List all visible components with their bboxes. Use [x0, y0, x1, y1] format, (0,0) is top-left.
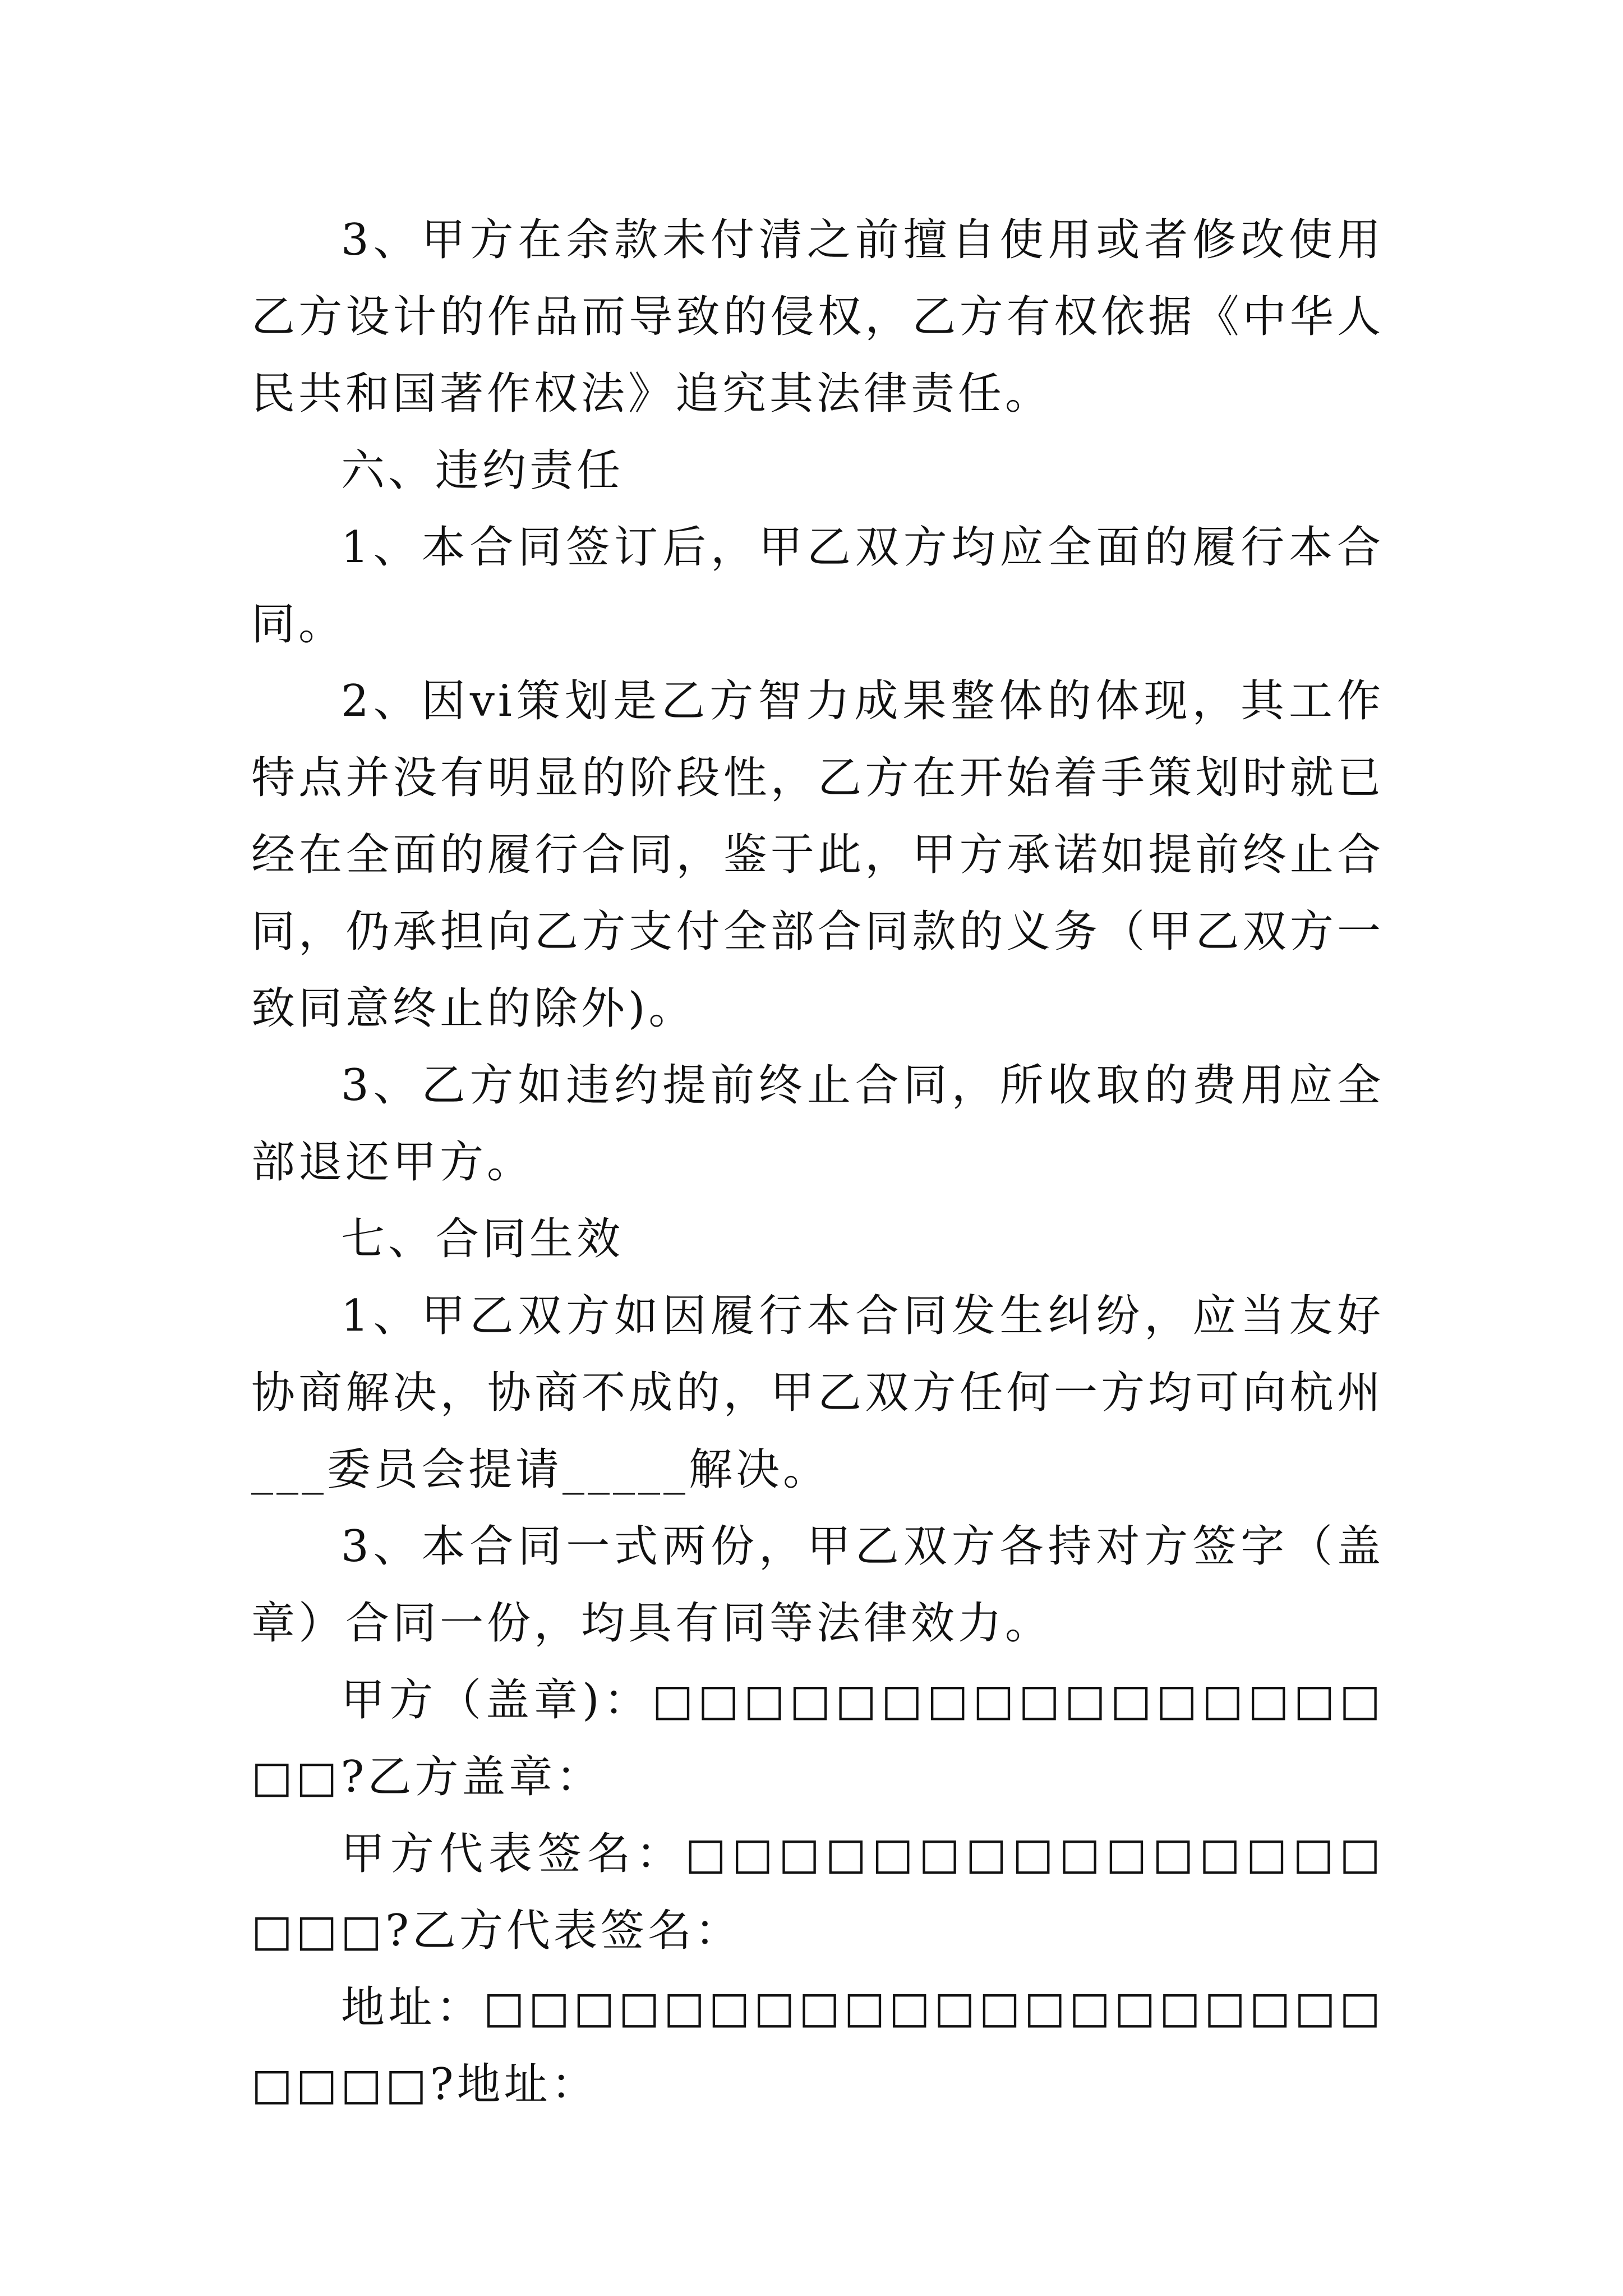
signature-line-representative: 甲方代表签名：□□□□□□□□□□□□□□□□□□?乙方代表签名： — [251, 1829, 1384, 1956]
paragraph-breach-1: 1、本合同签订后，甲乙双方均应全面的履行本合同。 — [251, 522, 1384, 650]
document-body — [251, 202, 1384, 2123]
paragraph-effect-3: 3、本合同一式两份，甲乙双方各持对方签字（盖章）合同一份，均具有同等法律效力。 — [251, 1521, 1384, 1649]
section-heading-breach-liability: 六、违约责任 — [341, 445, 624, 496]
paragraph-breach-3: 3、乙方如违约提前终止合同，所收取的费用应全部退还甲方。 — [251, 1060, 1384, 1188]
paragraph-infringement-clause: 3、甲方在余款未付清之前擅自使用或者修改使用乙方设计的作品而导致的侵权，乙方有权依据《中华人民共和国著作权法》追究其法律责任。 — [251, 215, 1384, 419]
paragraph-breach-2: 2、因vi策划是乙方智力成果整体的体现，其工作特点并没有明显的阶段性，乙方在开始着手策划时就已经在全面的履行合同，鉴于此，甲方承诺如提前终止合同，仍承担向乙方支付全部合同款的义务（甲乙双方一致同意终止的除外)。 — [251, 676, 1384, 1034]
paragraph-effect-1: 1、甲乙双方如因履行本合同发生纠纷，应当友好协商解决，协商不成的，甲乙双方任何一方均可向杭州___委员会提请_____解决。 — [251, 1291, 1384, 1495]
signature-line-seal: 甲方（盖章)：□□□□□□□□□□□□□□□□□□?乙方盖章： — [251, 1675, 1384, 1802]
signature-line-address: 地址：□□□□□□□□□□□□□□□□□□□□□□□□?地址： — [251, 1982, 1384, 2110]
section-heading-contract-effect: 七、合同生效 — [341, 1214, 624, 1264]
